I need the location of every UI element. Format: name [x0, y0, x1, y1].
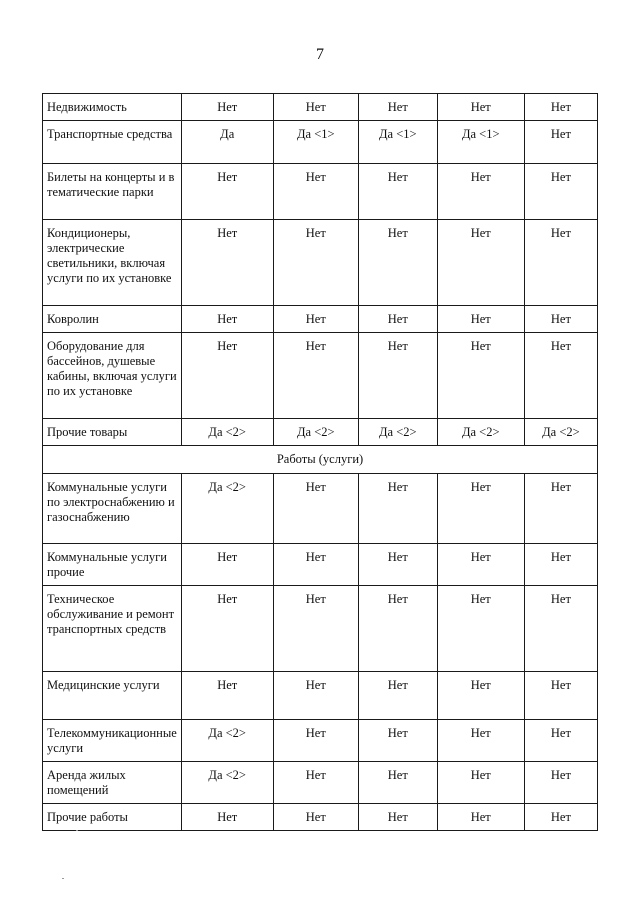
row-value-cell: Нет	[358, 720, 437, 762]
row-value-cell: Нет	[181, 544, 273, 586]
row-value-cell: Нет	[181, 94, 273, 121]
row-category-cell: Прочие товары	[43, 419, 182, 446]
table-row	[43, 762, 598, 804]
row-value-cell: Нет	[358, 333, 437, 419]
row-value-cell: Нет	[524, 586, 597, 672]
row-value-cell: Нет	[181, 306, 273, 333]
row-value-cell: Нет	[437, 306, 524, 333]
row-value-cell: Нет	[358, 164, 437, 220]
row-category-cell: Транспортные средства	[43, 121, 182, 164]
row-category-cell: Техническое обслуживание и ремонт транспортных средств	[43, 586, 182, 672]
row-value-cell: Нет	[181, 164, 273, 220]
table-row	[43, 419, 598, 446]
row-category-cell: Кондиционеры, электрические светильники, включая услуги по их установке	[43, 220, 182, 306]
row-value-cell: Нет	[181, 333, 273, 419]
row-value-cell: Нет	[524, 762, 597, 804]
row-value-cell: Нет	[358, 762, 437, 804]
table-row	[43, 720, 598, 762]
table-row	[43, 586, 598, 672]
row-value-cell: Да <2>	[437, 419, 524, 446]
table-row	[43, 306, 598, 333]
row-value-cell: Да <2>	[181, 720, 273, 762]
row-value-cell: Нет	[273, 586, 358, 672]
row-value-cell: Нет	[358, 804, 437, 831]
row-value-cell: Нет	[524, 164, 597, 220]
scan-speck	[76, 830, 78, 831]
row-value-cell: Нет	[437, 94, 524, 121]
row-value-cell: Нет	[273, 306, 358, 333]
row-value-cell: Нет	[524, 306, 597, 333]
row-value-cell: Да <1>	[273, 121, 358, 164]
table-row	[43, 164, 598, 220]
table-row	[43, 220, 598, 306]
row-value-cell: Нет	[524, 94, 597, 121]
table-row	[43, 544, 598, 586]
row-value-cell: Нет	[524, 672, 597, 720]
row-value-cell: Нет	[524, 544, 597, 586]
services-section	[43, 446, 598, 474]
row-category-cell: Оборудование для бассейнов, душевые кабины, включая услуги по их установке	[43, 333, 182, 419]
row-value-cell: Да <2>	[358, 419, 437, 446]
row-value-cell: Нет	[273, 220, 358, 306]
row-value-cell: Да <2>	[181, 474, 273, 544]
row-value-cell: Нет	[273, 762, 358, 804]
row-value-cell: Нет	[273, 333, 358, 419]
scan-speck	[62, 878, 64, 879]
row-value-cell: Да <1>	[437, 121, 524, 164]
row-value-cell: Нет	[437, 164, 524, 220]
row-value-cell: Да <2>	[524, 419, 597, 446]
row-value-cell: Нет	[273, 94, 358, 121]
goods-rows	[43, 94, 598, 446]
row-value-cell: Нет	[524, 121, 597, 164]
row-value-cell: Нет	[437, 333, 524, 419]
row-value-cell: Нет	[273, 672, 358, 720]
row-value-cell: Нет	[273, 804, 358, 831]
section-title: Работы (услуги)	[43, 446, 598, 474]
row-value-cell: Нет	[181, 220, 273, 306]
row-category-cell: Коммунальные услуги прочие	[43, 544, 182, 586]
row-value-cell: Да <2>	[181, 762, 273, 804]
row-value-cell: Нет	[437, 672, 524, 720]
row-value-cell: Нет	[273, 544, 358, 586]
table-row	[43, 474, 598, 544]
row-value-cell: Нет	[437, 220, 524, 306]
row-value-cell: Нет	[524, 333, 597, 419]
row-value-cell: Да	[181, 121, 273, 164]
row-value-cell: Нет	[437, 474, 524, 544]
row-category-cell: Аренда жилых помещений	[43, 762, 182, 804]
row-value-cell: Нет	[273, 720, 358, 762]
row-value-cell: Нет	[524, 220, 597, 306]
row-value-cell: Нет	[181, 672, 273, 720]
row-value-cell: Нет	[358, 672, 437, 720]
row-value-cell: Нет	[437, 586, 524, 672]
row-value-cell: Нет	[273, 164, 358, 220]
table-row	[43, 672, 598, 720]
row-category-cell: Недвижимость	[43, 94, 182, 121]
section-header-row	[43, 446, 598, 474]
row-value-cell: Да <2>	[273, 419, 358, 446]
table-row	[43, 94, 598, 121]
row-value-cell: Нет	[437, 544, 524, 586]
row-value-cell: Нет	[358, 544, 437, 586]
row-category-cell: Прочие работы	[43, 804, 182, 831]
page-number: 7	[316, 46, 324, 63]
row-value-cell: Нет	[358, 306, 437, 333]
row-category-cell: Коммунальные услуги по электроснабжению и газоснабжению	[43, 474, 182, 544]
table-row	[43, 804, 598, 831]
row-value-cell: Да <1>	[358, 121, 437, 164]
row-category-cell: Билеты на концерты и в тематические парки	[43, 164, 182, 220]
row-value-cell: Нет	[358, 220, 437, 306]
row-value-cell: Да <2>	[181, 419, 273, 446]
row-category-cell: Телекоммуникационные услуги	[43, 720, 182, 762]
row-value-cell: Нет	[524, 720, 597, 762]
row-value-cell: Нет	[437, 720, 524, 762]
row-value-cell: Нет	[358, 94, 437, 121]
row-category-cell: Медицинские услуги	[43, 672, 182, 720]
table-row	[43, 121, 598, 164]
row-value-cell: Нет	[437, 762, 524, 804]
services-rows	[43, 474, 598, 831]
row-value-cell: Нет	[181, 804, 273, 831]
row-category-cell: Ковролин	[43, 306, 182, 333]
table-row	[43, 333, 598, 419]
row-value-cell: Нет	[524, 474, 597, 544]
row-value-cell: Нет	[437, 804, 524, 831]
tax-regime-table	[42, 93, 598, 831]
row-value-cell: Нет	[181, 586, 273, 672]
row-value-cell: Нет	[358, 474, 437, 544]
row-value-cell: Нет	[273, 474, 358, 544]
row-value-cell: Нет	[524, 804, 597, 831]
row-value-cell: Нет	[358, 586, 437, 672]
